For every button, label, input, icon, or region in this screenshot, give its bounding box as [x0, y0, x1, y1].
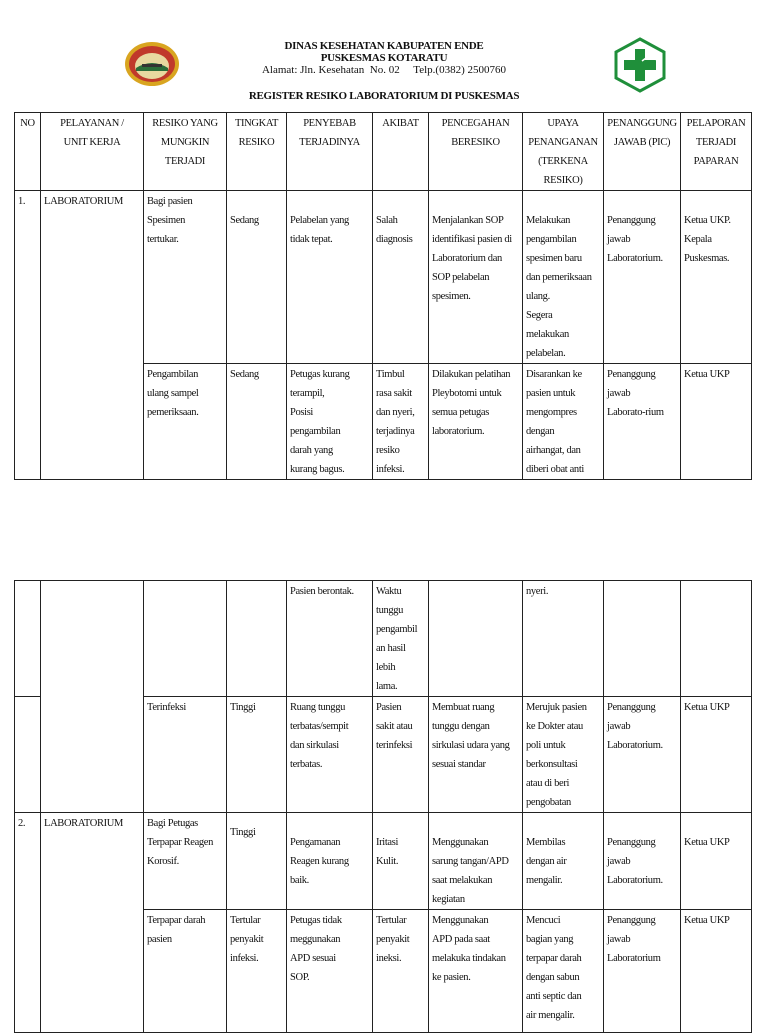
cell-pic: Penanggung jawab Laboratorium	[604, 910, 681, 1033]
col-header-reporting: PELAPORAN TERJADI PAPARAN	[681, 113, 752, 191]
facility-address: Alamat: Jln. Kesehatan No. 02 Telp.(0382) 2500760	[261, 64, 507, 76]
cell-no	[15, 697, 41, 813]
cell-pic: Penanggung jawab Laborato-rium	[604, 364, 681, 480]
cell-reporting: Ketua UKP	[681, 697, 752, 813]
cell-effect: Pasien sakit atau terinfeksi	[373, 697, 429, 813]
cell-pic	[604, 581, 681, 697]
col-header-handling: UPAYA PENANGANAN (TERKENA RESIKO)	[523, 113, 604, 191]
cell-cause: Pelabelan yang tidak tepat.	[287, 191, 373, 364]
cell-prevention: Menggunakan APD pada saat melakuka tindakan ke pasien.	[429, 910, 523, 1033]
cell-pic: Penanggung jawab Laboratorium.	[604, 813, 681, 910]
cell-risk	[144, 581, 227, 697]
col-header-risk: RESIKO YANG MUNGKIN TERJADI	[144, 113, 227, 191]
cell-handling: Mencuci bagian yang terpapar darah dengan sabun anti septic dan air mengalir.	[523, 910, 604, 1033]
col-header-no: NO	[15, 113, 41, 191]
cell-reporting	[681, 581, 752, 697]
table-row	[15, 581, 752, 697]
cell-prevention: Menjalankan SOP identifikasi pasien di Laboratorium dan SOP pelabelan spesimen.	[429, 191, 523, 364]
cell-prevention	[429, 581, 523, 697]
cell-prevention: Dilakukan pelatihan Pleybotomi untuk semua petugas laboratorium.	[429, 364, 523, 480]
col-header-effect: AKIBAT	[373, 113, 429, 191]
agency-name: DINAS KESEHATAN KABUPATEN ENDE	[284, 40, 484, 52]
cell-level: Tinggi	[227, 813, 287, 910]
cell-unit: LABORATORIUM	[41, 813, 144, 1033]
cell-cause: Petugas tidak meggunakan APD sesuai SOP.	[287, 910, 373, 1033]
risk-register-table-continued	[14, 580, 752, 1033]
cell-prevention: Membuat ruang tunggu dengan sirkulasi udara yang sesuai standar	[429, 697, 523, 813]
cell-level: Tinggi	[227, 697, 287, 813]
col-header-unit: PELAYANAN / UNIT KERJA	[41, 113, 144, 191]
cell-no: 2.	[15, 813, 41, 1033]
cell-cause: Ruang tunggu terbatas/sempit dan sirkulasi terbatas.	[287, 697, 373, 813]
table-row	[15, 813, 752, 910]
cell-effect: Tertular penyakit ineksi.	[373, 910, 429, 1033]
cell-level: Sedang	[227, 364, 287, 480]
cell-risk: Terpapar darah pasien	[144, 910, 227, 1033]
cell-unit	[41, 581, 144, 813]
col-header-level: TINGKAT RESIKO	[227, 113, 287, 191]
cell-level: Tertular penyakit infeksi.	[227, 910, 287, 1033]
cell-risk: Bagi Petugas Terpapar Reagen Korosif.	[144, 813, 227, 910]
cell-unit: LABORATORIUM	[41, 191, 144, 480]
cell-handling: Disarankan ke pasien untuk mengompres dengan airhangat, dan diberi obat anti	[523, 364, 604, 480]
cell-cause: Pengamanan Reagen kurang baik.	[287, 813, 373, 910]
cell-risk: Pengambilan ulang sampel pemeriksaan.	[144, 364, 227, 480]
cell-reporting: Ketua UKP	[681, 813, 752, 910]
cell-reporting: Ketua UKP	[681, 364, 752, 480]
cell-no: 1.	[15, 191, 41, 480]
document-title: REGISTER RESIKO LABORATORIUM DI PUSKESMAS	[248, 90, 520, 102]
cell-no	[15, 581, 41, 697]
cell-effect: Salah diagnosis	[373, 191, 429, 364]
cell-level: Sedang	[227, 191, 287, 364]
risk-register-table	[14, 112, 752, 480]
table-header-row	[15, 113, 752, 191]
cell-reporting: Ketua UKP	[681, 910, 752, 1033]
cell-risk: Bagi pasien Spesimen tertukar.	[144, 191, 227, 364]
cell-prevention: Menggunakan sarung tangan/APD saat melakukan kegiatan	[429, 813, 523, 910]
cell-cause: Petugas kurang terampil, Posisi pengambilan darah yang kurang bagus.	[287, 364, 373, 480]
cell-pic: Penanggung jawab Laboratorium.	[604, 697, 681, 813]
cell-risk: Terinfeksi	[144, 697, 227, 813]
cell-reporting: Ketua UKP. Kepala Puskesmas.	[681, 191, 752, 364]
cell-cause: Pasien berontak.	[287, 581, 373, 697]
cell-handling: Merujuk pasien ke Dokter atau poli untuk berkonsultasi atau di beri pengobatan	[523, 697, 604, 813]
cell-level	[227, 581, 287, 697]
table-row	[15, 191, 752, 364]
cell-effect: Waktu tunggu pengambil an hasil lebih lama.	[373, 581, 429, 697]
cell-handling: Membilas dengan air mengalir.	[523, 813, 604, 910]
col-header-cause: PENYEBAB TERJADINYA	[287, 113, 373, 191]
cell-handling: nyeri.	[523, 581, 604, 697]
cell-effect: Iritasi Kulit.	[373, 813, 429, 910]
col-header-pic: PENANGGUNG JAWAB (PIC)	[604, 113, 681, 191]
cell-effect: Timbul rasa sakit dan nyeri, terjadinya resiko infeksi.	[373, 364, 429, 480]
cell-pic: Penanggung jawab Laboratorium.	[604, 191, 681, 364]
cell-handling: Melakukan pengambilan spesimen baru dan pemeriksaan ulang. Segera melakukan pelabelan.	[523, 191, 604, 364]
facility-name: PUSKESMAS KOTARATU	[320, 52, 448, 64]
col-header-prevention: PENCEGAHAN BERESIKO	[429, 113, 523, 191]
